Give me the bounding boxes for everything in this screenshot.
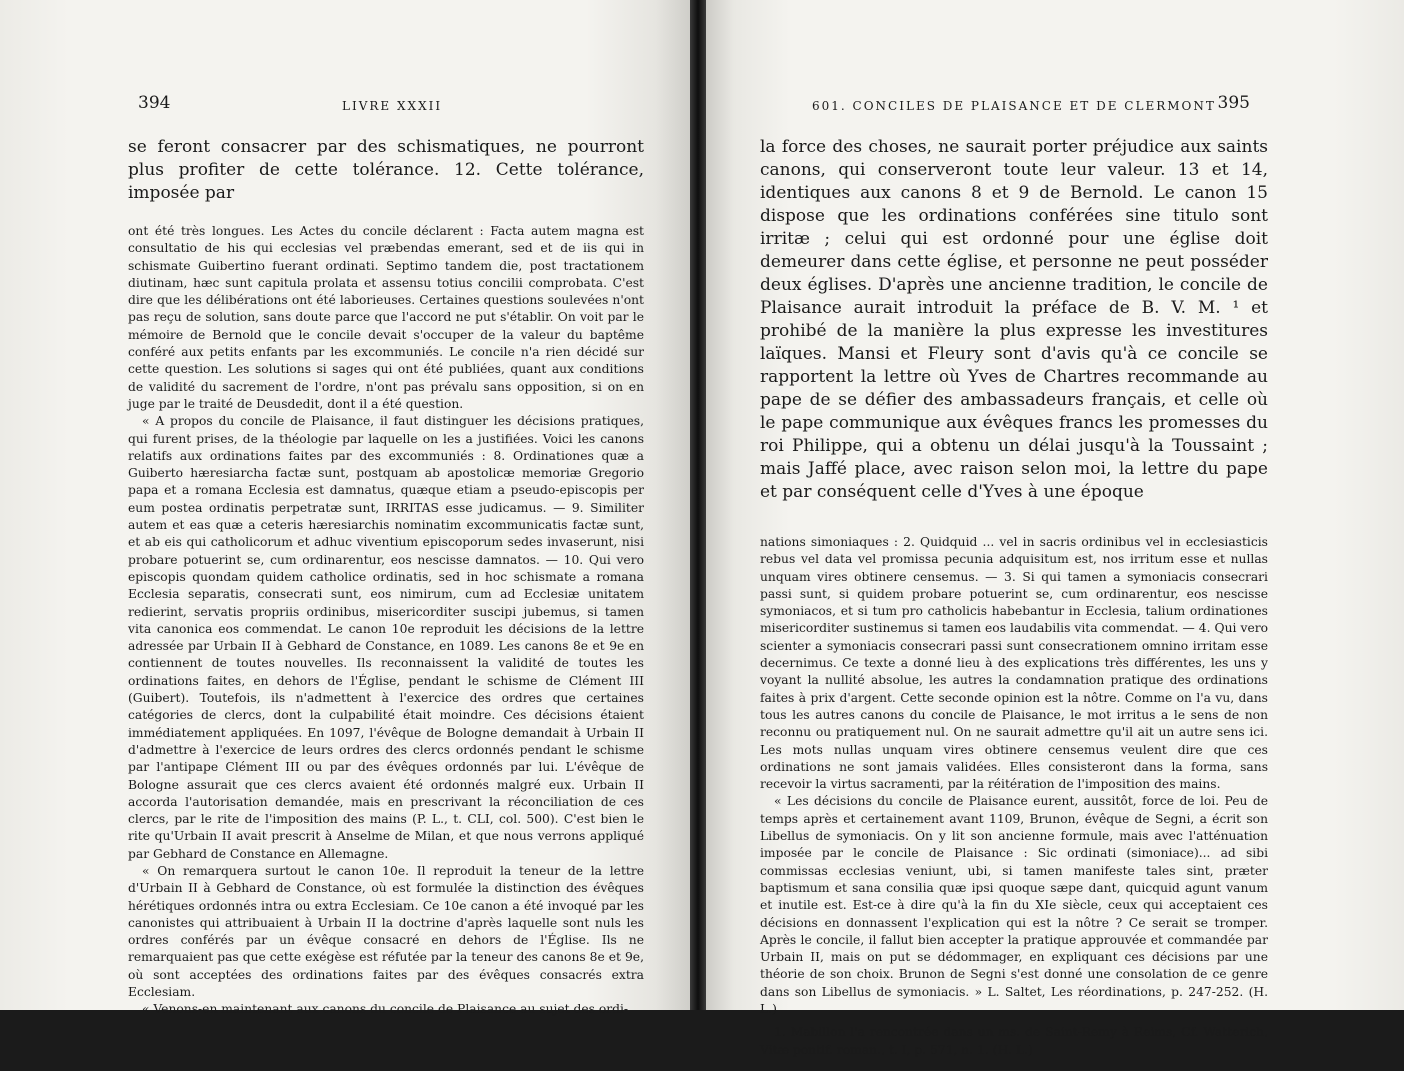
right-body-paragraph: la force des choses, ne saurait porter préjudice aux saints canons, qui conserveront toute leur valeur. 13 et 14, identiques aux canons 8 et 9 de Bernold. Le canon 15 dispose que les ordinations conférées sine titulo sont irritæ ; celui qui est ordonné pour une église doit demeurer dans cette église, et personne ne peut posséder deux églises. D'après une ancienne tradition, le concile de Plaisance aurait introduit la préface de B. V. M. ¹ et prohibé de la manière la plus expresse les investitures laïques. Mansi et Fleury sont d'avis qu'à ce concile se rapportent la lettre où Yves de Chartres recommande au pape de se défier des ambassadeurs français, et celle où le pape communique aux évêques francs les promesses du roi Philippe, qui a obtenu un délai jusqu'à la Toussaint ; mais Jaffé place, avec raison selon moi, la lettre du pape et par conséquent celle d'Yves à une époque bbox=[760, 137, 1268, 502]
left-footnote-paragraph: « A propos du concile de Plaisance, il faut distinguer les décisions pratiques, qui furent prises, de la théologie par laquelle on les a justifiées. Voici les canons relatifs aux ordinations faites par des excommuniés : 8. Ordinationes quæ a Guiberto hæresiarcha factæ sunt, postquam ab apostolicæ memoriæ Gregorio papa et a romana Ecclesia est damnatus, quæque etiam a pseudo-episcopis per eum postea ordinatis perpetratæ sunt, IRRITAS esse judicamus. — 9. Similiter autem et eas quæ a ceteris hæresiarchis nominatim excommunicatis factæ sunt, et ab eis qui catholicorum et adhuc viventium episcoporum sedes invaserunt, nisi probare potuerint se, cum ordinarentur, eos nescisse damnatos. — 10. Qui vero episcopis quondam quidem catholice ordinatis, sed in hoc schismate a romana Ecclesia separatis, consecrati sunt, eos nimirum, cum ad Ecclesiæ unitatem redierint, servatis propriis ordinibus, misericorditer suscipi jubemus, si tamen vita canonica eos commendat. Le canon 10e reproduit les décisions de la lettre adressée par Urbain II à Gebhard de Constance, en 1089. Les canons 8e et 9e en contiennent de toutes nouvelles. Ils reconnaissent la validité de toutes les ordinations faites, en dehors de l'Église, pendant le schisme de Clément III (Guibert). Toutefois, ils n'admettent à l'exercice des ordres que certaines catégories de clercs, dont la culpabilité était moindre. Ces décisions étaient immédiatement appliquées. En 1097, l'évêque de Bologne demandait à Urbain II d'admettre à l'exercice de leurs ordres des clercs ordonnés pendant le schisme par l'antipape Clément III ou par des évêques ordonnés par lui. L'évêque de Bologne assurait que ces clercs avaient été ordonnés malgré eux. Urbain II accorda l'autorisation demandée, mais en prescrivant la réconciliation de ces clercs, par le rite de l'imposition des mains (P. L., t. CLI, col. 500). C'est bien le rite qu'Urbain II avait prescrit à Anselme de Milan, et que nous verrons appliqué par Gebhard de Constance en Allemagne. bbox=[128, 414, 644, 861]
left-main-text bbox=[128, 136, 644, 205]
right-running-title: 601. CONCILES DE PLAISANCE ET DE CLERMONT bbox=[812, 99, 1216, 113]
right-page-content bbox=[760, 93, 1268, 1071]
right-footnote-paragraph: « Les décisions du concile de Plaisance eurent, aussitôt, force de loi. Peu de temps après et certainement avant 1109, Brunon, évêque de Segni, a écrit son Libellus de symoniacis. On y lit son ancienne formule, mais avec l'atténuation imposée par le concile de Plaisance : Sic ordinati (simoniace)... ad sibi commissas ecclesias veniunt, ubi, si tamen manifeste tales sint, præter baptismum et sana consilia quæ ipsi quoque sæpe dant, quicquid agunt vanum et inutile est. Est-ce à dire qu'à la fin du XIe siècle, ceux qui acceptaient ces décisions en donnassent l'explication qui est la nôtre ? Ce serait se tromper. Après le concile, il fallut bien accepter la pratique approuvée et commandée par Urbain II, mais on put se dédommager, en expliquant ces décisions par une théorie de son choix. Brunon de Segni s'est donné une consolation de ce genre dans son Libellus de symoniacis. » L. Saltet, Les réordinations, p. 247-252. (H. L.) bbox=[760, 794, 1268, 1017]
left-footnote bbox=[128, 223, 644, 1019]
left-page-content bbox=[128, 93, 644, 1019]
right-page bbox=[706, 0, 1404, 1057]
left-page bbox=[0, 0, 690, 1017]
right-footnote-paragraph: nations simoniaques : 2. Quidquid ... vel in sacris ordinibus vel in ecclesiasticis rebus vel data vel promissa pecunia adquisitum est, nos irritum esse et nullas unquam vires obtinere censemus. — 3. Si qui tamen a symoniacis consecrari passi sunt, si quidem probare potuerint se, cum ordinarentur, eos nescisse symoniacos, et si tum pro catholicis habebantur in Ecclesia, talium ordinationes misericorditer sustinemus si tamen eos laudabilis vita commendat. — 4. Qui vero scienter a symoniacis consecrari passi sunt consecrationem omnino irritam esse decernimus. Ce texte a donné lieu à des explications très différentes, les uns y voyant la nullité absolue, les autres la condamnation pratique des ordinations faites à prix d'argent. Cette seconde opinion est la nôtre. Comme on l'a vu, dans tous les autres canons du concile de Plaisance, le mot irritus a le sens de non reconnu ou pratiquement nul. On ne saurait admettre qu'il ait un autre sens ici. Les mots nullas unquam vires obtinere censemus veulent dire que ces ordinations ne sont jamais validées. Elles consisteront dans la forma, sans recevoir la virtus sacramenti, par la réitération de l'imposition des mains. bbox=[760, 535, 1268, 792]
book-gutter bbox=[690, 0, 706, 1010]
right-page-number: 395 bbox=[1217, 93, 1250, 113]
left-footnote-paragraph: ont été très longues. Les Actes du concile déclarent : Facta autem magna est consultatio de his qui ecclesias vel præbendas emerant, sed et de iis qui in schismate Guibertino fuerant ordinati. Septimo tandem die, post tractationem diutinam, hæc sunt capitula prolata et assensu totius concilii comprobata. C'est dire que les délibérations ont été laborieuses. Certaines questions soulevées n'ont pas reçu de solution, sans doute parce que l'accord ne put s'établir. On voit par le mémoire de Bernold que le concile devait s'occuper de la valeur du baptême conféré aux petits enfants par les excommuniés. Le concile n'a rien décidé sur cette question. Les solutions si sages qui ont été publiées, quant aux conditions de validité du sacrement de l'ordre, n'ont pas prévalu sans opposition, si on en juge par le traité de Deusdedit, dont il a été question. bbox=[128, 224, 644, 411]
left-footnote-paragraph: « Venons-en maintenant aux canons du concile de Plaisance au sujet des ordi- bbox=[142, 1002, 629, 1017]
left-running-head bbox=[128, 93, 644, 120]
left-body-paragraph: se feront consacrer par des schismatiques, ne pourront plus profiter de cette tolérance. 12. Cette tolérance, imposée par bbox=[128, 137, 644, 203]
left-running-title: LIVRE XXXII bbox=[342, 99, 443, 113]
right-main-text bbox=[760, 136, 1268, 504]
right-page-note: 1. Mabillon l'a rencontrée dans un ms. de Saint-Remy à Reims, Cf. Watterich, Vitæ pontif. roman., t. I, p. 571, n. 1. (H. L.) bbox=[760, 1025, 1268, 1057]
right-footnote bbox=[760, 534, 1268, 1018]
right-running-head bbox=[760, 93, 1268, 120]
left-page-number: 394 bbox=[138, 93, 171, 113]
left-footnote-paragraph: « On remarquera surtout le canon 10e. Il reproduit la teneur de la lettre d'Urbain II à Gebhard de Constance, où est formulée la distinction des évêques hérétiques ordonnés intra ou extra Ecclesiam. Ce 10e canon a été invoqué par les canonistes qui attribuaient à Urbain II la doctrine d'après laquelle sont nuls les ordres conférés par un évêque consacré en dehors de l'Église. Ils ne remarquaient pas que cette exégèse est réfutée par la teneur des canons 8e et 9e, où sont acceptées des ordinations faites par des évêques consacrés extra Ecclesiam. bbox=[128, 863, 644, 1000]
